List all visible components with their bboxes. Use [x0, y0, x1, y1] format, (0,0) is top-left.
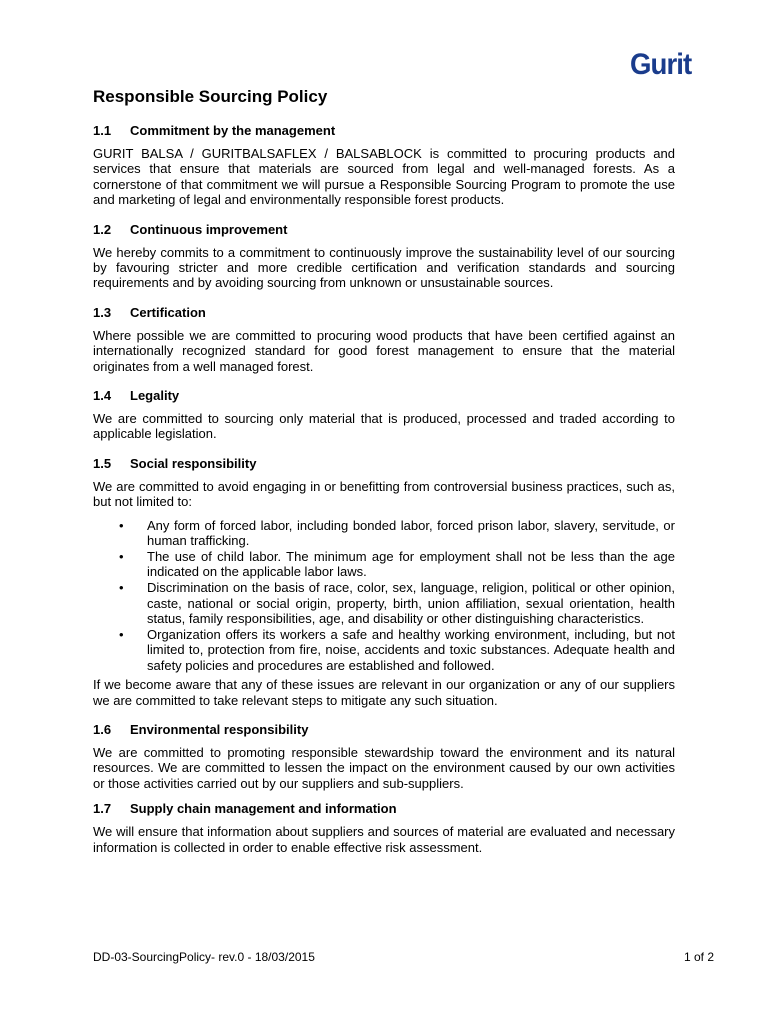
list-item-text: Any form of forced labor, including bonded labor, forced prison labor, slavery, servitude, or human trafficking. — [147, 517, 675, 549]
list-item — [93, 549, 675, 580]
bullet-icon: • — [119, 627, 124, 643]
section-heading-1-2 — [93, 222, 675, 238]
section-number: 1.2 — [93, 221, 112, 237]
section-heading-1-3 — [93, 305, 675, 321]
section-number: 1.6 — [93, 722, 112, 738]
section-number: 1.7 — [93, 801, 112, 817]
section-number: 1.4 — [93, 388, 112, 404]
footer-page-number: 1 of 2 — [683, 950, 714, 964]
section-title: Continuous improvement — [130, 221, 288, 237]
bullet-icon: • — [119, 549, 124, 564]
section-number: 1.1 — [93, 123, 112, 138]
section-heading-1-7 — [93, 801, 675, 817]
section-heading-1-1 — [93, 123, 675, 139]
list-item — [93, 627, 675, 673]
page-title: Responsible Sourcing Policy — [93, 87, 328, 106]
section-heading-1-5 — [93, 456, 675, 472]
section-title: Certification — [130, 304, 206, 320]
section-number: 1.3 — [93, 304, 112, 320]
list-item — [93, 580, 675, 626]
section-title: Social responsibility — [130, 455, 257, 471]
list-item-text: The use of child labor. The minimum age for employment shall not be less than the age indicated on the applicable labor laws. — [147, 549, 675, 580]
section-paragraph: GURIT BALSA / GURITBALSAFLEX / BALSABLOCK is committed to procuring products and services that ensure that materials are sourced from legal and well-managed forests. As a cornerstone of that commitment we will pursue a Responsible Sourcing Program to promote the use and marketing of legal and environmentally responsible forest products. — [93, 146, 675, 208]
bullet-icon: • — [119, 580, 124, 596]
footer-document-reference: DD-03-SourcingPolicy- rev.0 - 18/03/2015 — [93, 950, 315, 964]
gurit-logo: Gurit — [630, 48, 692, 81]
bullet-list — [93, 518, 675, 674]
section-paragraph: Where possible we are committed to procuring wood products that have been certified against an internationally recognized standard for good forest management to ensure that the material originates from a well managed forest. — [93, 327, 675, 374]
list-item — [93, 518, 675, 549]
section-paragraph: If we become aware that any of these issues are relevant in our organization or any of our suppliers we are committed to take relevant steps to mitigate any such situation. — [93, 677, 675, 708]
section-title: Legality — [130, 388, 180, 404]
list-item-text: Discrimination on the basis of race, color, sex, language, religion, political or other opinion, caste, national or social origin, property, birth, union affiliation, sexual orientation, health status, family responsibilities, age, and disability or other distinguishing characteristics. — [147, 580, 675, 627]
section-paragraph: We are committed to promoting responsible stewardship toward the environment and its natural resources. We are committed to lessen the impact on the environment caused by our own activities or those activities carried out by our suppliers and sub-suppliers. — [93, 745, 675, 791]
section-paragraph: We are committed to sourcing only material that is produced, processed and traded according to applicable legislation. — [93, 411, 675, 442]
document-body — [93, 86, 675, 869]
section-heading-1-4 — [93, 388, 675, 404]
section-paragraph: We are committed to avoid engaging in or benefitting from controversial business practices, such as, but not limited to: — [93, 478, 675, 510]
section-paragraph: We hereby commits to a commitment to continuously improve the sustainability level of our sourcing by favouring stricter and more credible certification and verification standards and sourcing requirements and by avoiding sourcing from unknown or unsustainable sources. — [93, 244, 675, 291]
section-title: Commitment by the management — [130, 123, 336, 138]
section-paragraph: We will ensure that information about suppliers and sources of material are evaluated and necessary information is collected in order to enable effective risk assessment. — [93, 824, 675, 855]
bullet-icon: • — [119, 517, 124, 533]
section-heading-1-6 — [93, 722, 675, 738]
list-item-text: Organization offers its workers a safe and healthy working environment, including, but not limited to, protection from fire, noise, accidents and toxic substances. Adequate health and safety policies and procedures are established and followed. — [147, 627, 675, 673]
section-number: 1.5 — [93, 455, 112, 471]
section-title: Supply chain management and information — [130, 801, 397, 817]
section-title: Environmental responsibility — [130, 722, 309, 738]
